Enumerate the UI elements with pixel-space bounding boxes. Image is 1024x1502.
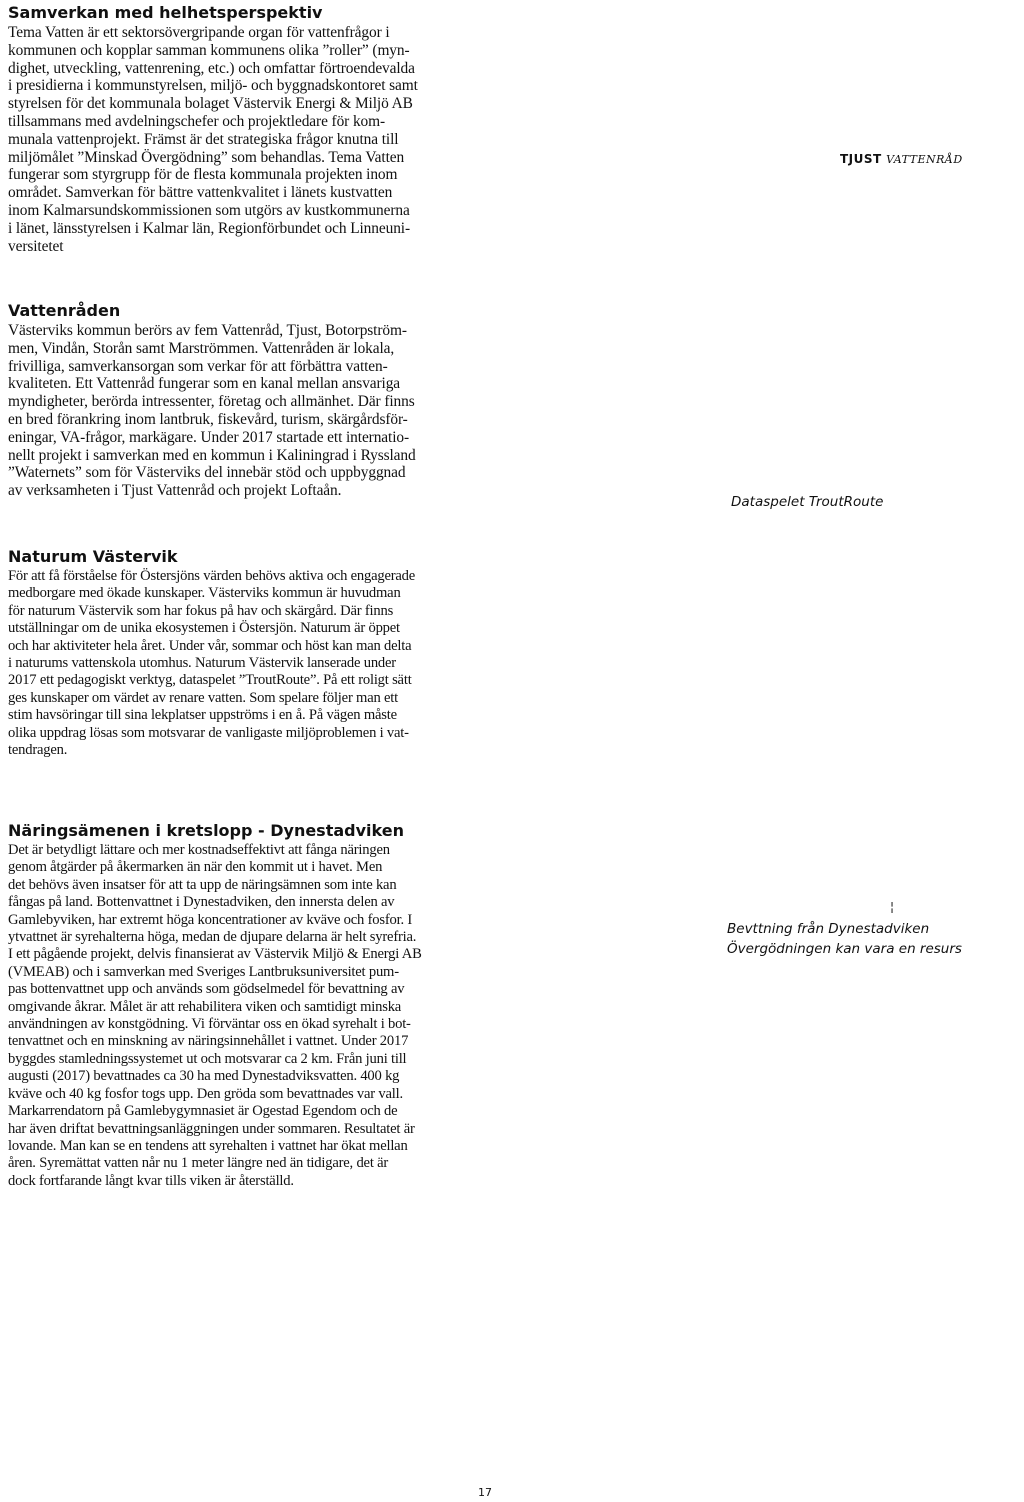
text-line: lovande. Man kan se en tendens att syrehalten i vattnet har ökat mellan xyxy=(8,1137,408,1154)
text-line: munala vattenprojekt. Främst är det strategiska frågor knutna till xyxy=(8,130,399,148)
text-line: 2017 ett pedagogiskt verktyg, dataspelet ”TroutRoute”. På ett roligt sätt xyxy=(8,672,412,689)
heading-naturum: Naturum Västervik xyxy=(8,547,178,566)
text-line: För att få förståelse för Östersjöns värden behövs aktiva och engagerade xyxy=(8,568,416,584)
text-line: genom åtgärder på åkermarken än när den kommit ut i havet. Men xyxy=(8,859,383,876)
caption-dynestadviken xyxy=(727,919,962,959)
text-line: i naturums vattenskola utomhus. Naturum Västervik lanserade under xyxy=(8,655,396,672)
body-naturum xyxy=(8,568,608,759)
logo-light-text: VATTENRÅD xyxy=(886,153,963,166)
text-line: fångas på land. Bottenvattnet i Dynestadviken, den innersta delen av xyxy=(8,894,395,911)
text-line: Markarrendatorn på Gamlebygymnasiet är Ogestad Egendom och de xyxy=(8,1103,398,1120)
caption-troutroute: Dataspelet TroutRoute xyxy=(731,494,884,510)
text-line: utställningar om de unika ekosystemen i Östersjön. Naturum är öppet xyxy=(8,620,400,637)
text-line: Västerviks kommun berörs av fem Vattenråd, Tjust, Botorpström- xyxy=(8,322,407,339)
text-line: olika uppdrag lösas som motsvarar de vanligaste miljöproblemen i vat- xyxy=(8,724,409,741)
section-naturum xyxy=(8,548,608,759)
text-line: myndigheter, berörda intressenter, företag och allmänhet. Där finns xyxy=(8,393,415,411)
text-line: frivilliga, samverkansorgan som verkar för att förbättra vatten- xyxy=(8,357,388,375)
caption-marker: ¦ xyxy=(890,900,895,914)
text-line: augusti (2017) bevattnades ca 30 ha med Dynestadviksvatten. 400 kg xyxy=(8,1068,400,1085)
text-line: tenvattnet och en minskning av näringsinnehållet i vattnet. Under 2017 xyxy=(8,1033,409,1050)
text-line: stim havsöringar till sina lekplatser uppströms i en å. På vägen måste xyxy=(8,707,397,724)
text-line: versitetet xyxy=(8,237,64,255)
text-line: Det är betydligt lättare och mer kostnadseffektivt att fånga näringen xyxy=(8,842,390,858)
text-line: dock fortfarande långt kvar tills viken är återställd. xyxy=(8,1172,294,1189)
text-line: medborgare med ökade kunskaper. Västerviks kommun är huvudman xyxy=(8,585,401,602)
text-line: för naturum Västervik som har fokus på hav och skärgård. Där finns xyxy=(8,602,394,619)
text-line: inom Kalmarsundskommissionen som utgörs av kustkommunerna xyxy=(8,201,410,219)
text-line: tillsammans med avdelningschefer och projektledare för kom- xyxy=(8,112,386,130)
text-line: kvaliteten. Ett Vattenråd fungerar som en kanal mellan ansvariga xyxy=(8,375,401,393)
text-line: I ett pågående projekt, delvis finansierat av Västervik Miljö & Energi AB xyxy=(8,946,422,963)
heading-samverkan: Samverkan med helhetsperspektiv xyxy=(8,3,323,22)
body-vattenraden xyxy=(8,322,608,500)
caption-line: Bevttning från Dynestadviken xyxy=(727,921,930,937)
logo-bold-text: TJUST xyxy=(840,152,882,166)
text-line: men, Vindån, Storån samt Marströmmen. Vattenråden är lokala, xyxy=(8,339,395,357)
text-line: området. Samverkan för bättre vattenkvalitet i länets kustvatten xyxy=(8,184,393,202)
text-line: ges kunskaper om värdet av renare vatten. Som spelare följer man ett xyxy=(8,689,399,706)
text-line: nellt projekt i samverkan med en kommun i Kaliningrad i Ryssland xyxy=(8,446,416,464)
tjust-vattenrad-logo xyxy=(840,152,963,166)
text-line: har även driftat bevattningsanläggningen under sommaren. Resultatet är xyxy=(8,1120,415,1137)
text-line: ”Waternets” som för Västerviks del innebär stöd och uppbyggnad xyxy=(8,464,406,482)
text-line: en bred förankring inom lantbruk, fiskevård, turism, skärgårdsför- xyxy=(8,410,408,428)
text-line: omgivande åkrar. Målet är att rehabilitera viken och samtidigt minska xyxy=(8,998,402,1015)
text-line: miljömålet ”Minskad Övergödning” som behandlas. Tema Vatten xyxy=(8,148,405,166)
text-line: eningar, VA-frågor, markägare. Under 2017 startade ett internatio- xyxy=(8,428,410,446)
text-line: åren. Syremättat vatten når nu 1 meter längre ned än tidigare, det är xyxy=(8,1155,389,1172)
text-line: i länet, länsstyrelsen i Kalmar län, Regionförbundet och Linneuni- xyxy=(8,219,410,237)
text-line: användningen av konstgödning. Vi förväntar oss en ökad syrehalt i bot- xyxy=(8,1016,411,1033)
text-line: dighet, utveckling, vattenrening, etc.) och omfattar förtroendevalda xyxy=(8,59,415,77)
text-line: och har aktiviteter hela året. Under vår, sommar och höst kan man delta xyxy=(8,637,412,654)
text-line: kväve och 40 kg fosfor togs upp. Den gröda som bevattnades var vall. xyxy=(8,1085,403,1102)
text-line: ytvattnet är syrehalterna höga, medan de djupare delarna är helt syrefria. xyxy=(8,929,417,946)
text-line: styrelsen för det kommunala bolaget Västervik Energi & Miljö AB xyxy=(8,95,413,113)
text-line: tendragen. xyxy=(8,742,68,759)
body-samverkan xyxy=(8,24,608,255)
body-dynestadviken xyxy=(8,842,608,1190)
text-line: Gamlebyviken, har extremt höga koncentrationer av kväve och fosfor. I xyxy=(8,911,412,928)
text-line: byggdes stamledningssystemet ut och motsvarar ca 2 km. Från juni till xyxy=(8,1050,407,1067)
text-line: av verksamheten i Tjust Vattenråd och projekt Loftaån. xyxy=(8,482,342,500)
section-samverkan xyxy=(8,4,608,255)
text-line: pas bottenvattnet upp och används som gödselmedel för bevattning av xyxy=(8,981,405,998)
text-line: fungerar som styrgrupp för de flesta kommunala projekten inom xyxy=(8,166,398,184)
text-line: (VMEAB) och i samverkan med Sveriges Lantbruksuniversitet pum- xyxy=(8,963,399,980)
text-line: det behövs även insatser för att ta upp de näringsämnen som inte kan xyxy=(8,876,397,893)
text-line: kommunen och kopplar samman kommunens olika ”roller” (myn- xyxy=(8,41,410,59)
text-line: Tema Vatten är ett sektorsövergripande organ för vattenfrågor i xyxy=(8,24,390,41)
section-dynestadviken xyxy=(8,822,608,1190)
heading-dynestadviken: Näringsämenen i kretslopp - Dynestadviken xyxy=(8,821,404,840)
heading-vattenraden: Vattenråden xyxy=(8,301,121,320)
text-line: i presidierna i kommunstyrelsen, miljö- och byggnadskontoret samt xyxy=(8,77,418,95)
page-number: 17 xyxy=(478,1486,492,1499)
caption-line: Övergödningen kan vara en resurs xyxy=(727,941,962,957)
section-vattenraden xyxy=(8,302,608,500)
